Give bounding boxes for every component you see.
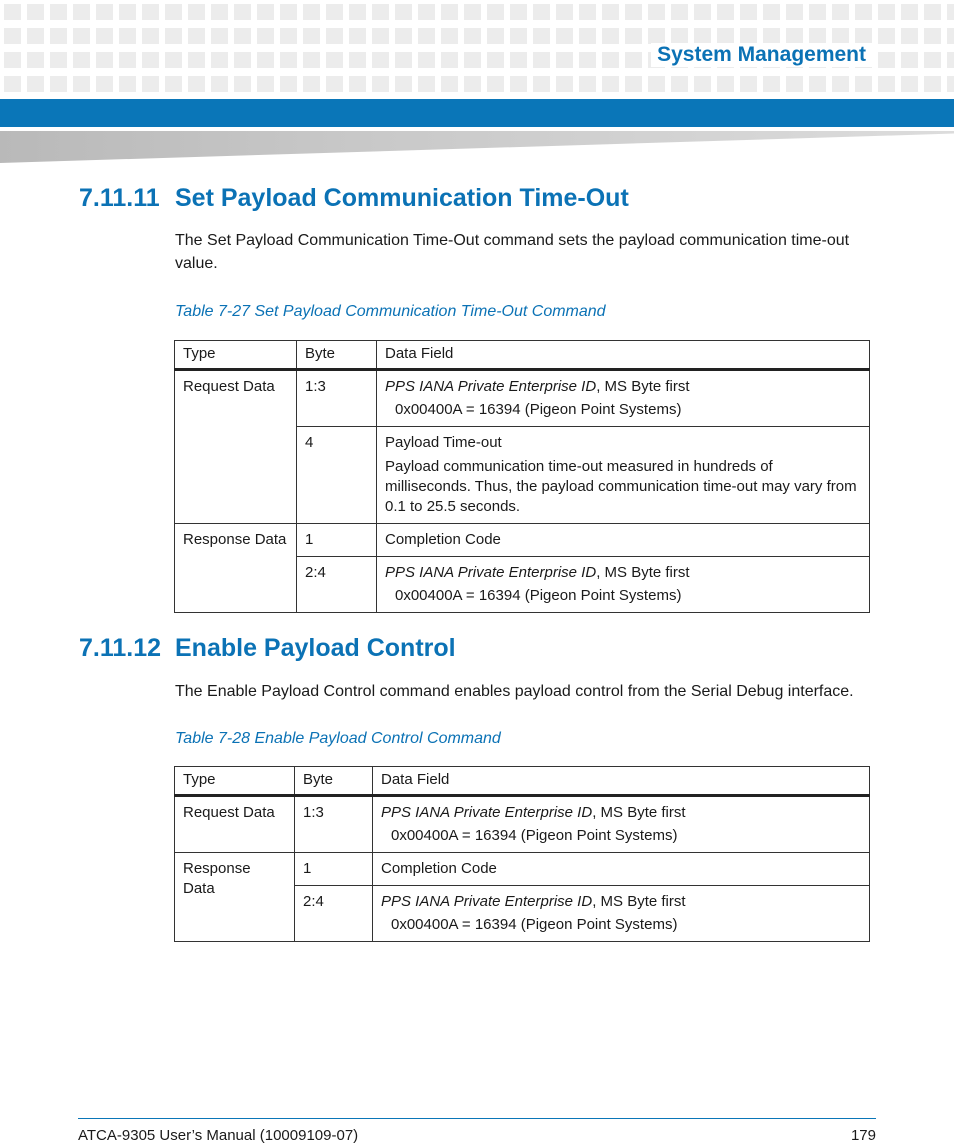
header-blue-bar	[0, 99, 954, 127]
data-field-cell	[377, 427, 870, 524]
header-data-field: Data Field	[373, 767, 870, 796]
header-byte: Byte	[295, 767, 373, 796]
field-value: 0x00400A = 16394 (Pigeon Point Systems)	[395, 401, 682, 418]
field-value: 0x00400A = 16394 (Pigeon Point Systems)	[391, 827, 678, 844]
field-name: PPS IANA Private Enterprise ID	[385, 378, 597, 395]
header-data-field: Data Field	[377, 341, 870, 370]
section-heading-7-11-11	[79, 184, 629, 213]
type-cell: Request Data	[175, 796, 295, 853]
table-row	[175, 796, 870, 853]
command-table-7-27	[174, 340, 870, 613]
data-field-cell: Completion Code	[373, 853, 870, 886]
byte-cell: 1:3	[295, 796, 373, 853]
table-caption: Table 7-28 Enable Payload Control Command	[175, 730, 501, 747]
section-title: Set Payload Communication Time-Out	[175, 184, 629, 212]
table-header-row	[175, 341, 870, 370]
byte-cell: 2:4	[297, 557, 377, 613]
header-gray-swoosh	[0, 131, 954, 163]
page-number: 179	[850, 1127, 876, 1144]
header-byte: Byte	[297, 341, 377, 370]
table-row	[175, 853, 870, 886]
field-description: Payload communication time-out measured in hundreds of milliseconds. Thus, the payload communication time-out may vary from 0.1 to 25.5 seconds.	[385, 458, 857, 515]
data-field-cell	[373, 886, 870, 942]
running-section-title: System Management	[651, 43, 872, 67]
section-title: Enable Payload Control	[175, 634, 456, 662]
field-name: PPS IANA Private Enterprise ID	[381, 893, 593, 910]
section-heading-7-11-12	[79, 634, 456, 663]
section-number: 7.11.11	[79, 184, 160, 212]
data-field-cell	[377, 557, 870, 613]
section-body-text: The Enable Payload Control command enables payload control from the Serial Debug interface.	[175, 683, 854, 700]
field-name: Payload Time-out	[385, 434, 502, 451]
field-qualifier: , MS Byte first	[592, 804, 686, 821]
header-type: Type	[175, 341, 297, 370]
type-cell: Response Data	[175, 853, 295, 942]
data-field-cell	[377, 370, 870, 427]
section-body-text: The Set Payload Communication Time-Out command sets the payload communication time-out value.	[175, 232, 850, 272]
table-caption: Table 7-27 Set Payload Communication Time-Out Command	[175, 303, 606, 320]
field-name: PPS IANA Private Enterprise ID	[385, 564, 597, 581]
table-row	[175, 370, 870, 427]
field-qualifier: , MS Byte first	[596, 378, 690, 395]
field-value: 0x00400A = 16394 (Pigeon Point Systems)	[391, 916, 678, 933]
data-field-cell	[373, 796, 870, 853]
header-type: Type	[175, 767, 295, 796]
type-cell: Response Data	[175, 524, 297, 613]
command-table-7-28	[174, 766, 870, 942]
field-qualifier: , MS Byte first	[592, 893, 686, 910]
byte-cell: 2:4	[295, 886, 373, 942]
type-cell: Request Data	[175, 370, 297, 524]
byte-cell: 1	[297, 524, 377, 557]
field-name: PPS IANA Private Enterprise ID	[381, 804, 593, 821]
section-number: 7.11.12	[79, 634, 162, 662]
data-field-cell: Completion Code	[377, 524, 870, 557]
footer-manual-title: ATCA-9305 User’s Manual (10009109-07)	[78, 1127, 359, 1144]
byte-cell: 1	[295, 853, 373, 886]
field-qualifier: , MS Byte first	[596, 564, 690, 581]
byte-cell: 4	[297, 427, 377, 524]
byte-cell: 1:3	[297, 370, 377, 427]
field-value: 0x00400A = 16394 (Pigeon Point Systems)	[395, 587, 682, 604]
table-header-row	[175, 767, 870, 796]
footer-rule	[78, 1118, 876, 1119]
table-row	[175, 524, 870, 557]
